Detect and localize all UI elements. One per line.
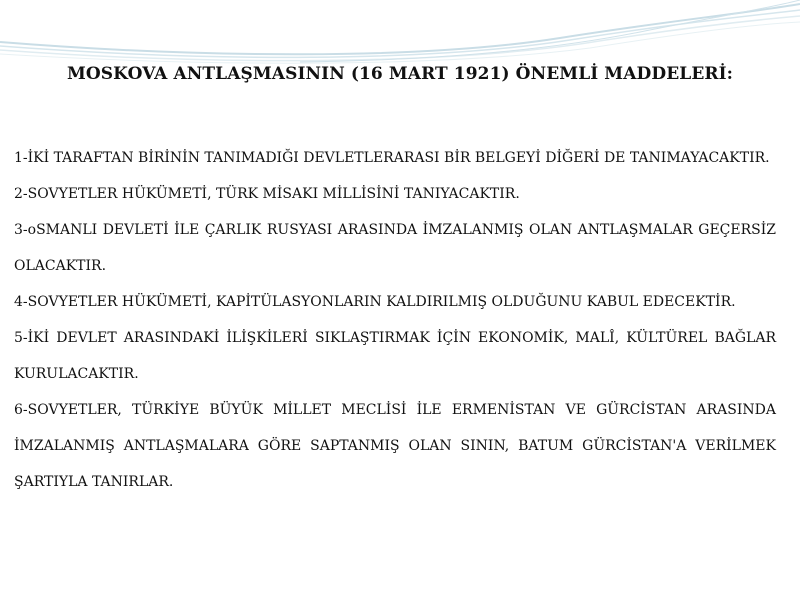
article-list [14, 140, 776, 500]
list-item: 4-SOVYETLER HÜKÜMETİ, KAPİTÜLASYONLARIN KALDIRILMIŞ OLDUĞUNU KABUL EDECEKTİR. [14, 294, 736, 310]
list-item: 5-İKİ DEVLET ARASINDAKİ İLİŞKİLERİ SIKLAŞTIRMAK İÇİN EKONOMİK, MALÎ, KÜLTÜREL BAĞLAR KURULACAKTIR. [14, 330, 776, 382]
slide-title: MOSKOVA ANTLAŞMASININ (16 MART 1921) ÖNEMLİ MADDELERİ: [66, 64, 734, 84]
list-item: 3-oSMANLI DEVLETİ İLE ÇARLIK RUSYASI ARASINDA İMZALANMIŞ OLAN ANTLAŞMALAR GEÇERSİZ OLACAKTIR. [14, 222, 776, 274]
list-item: 6-SOVYETLER, TÜRKİYE BÜYÜK MİLLET MECLİSİ İLE ERMENİSTAN VE GÜRCİSTAN ARASINDA İMZALANMIŞ ANTLAŞMALARA GÖRE SAPTANMIŞ OLAN SININ, BATUM GÜRCİSTAN'A VERİLMEK ŞARTIYLA TANIRLAR. [14, 402, 776, 490]
list-item: 1-İKİ TARAFTAN BİRİNİN TANIMADIĞI DEVLETLERARASI BİR BELGEYİ DİĞERİ DE TANIMAYACAKTIR. [14, 150, 770, 166]
list-item: 2-SOVYETLER HÜKÜMETİ, TÜRK MİSAKI MİLLİSİNİ TANIYACAKTIR. [14, 186, 520, 202]
decorative-wave-header [0, 0, 800, 70]
